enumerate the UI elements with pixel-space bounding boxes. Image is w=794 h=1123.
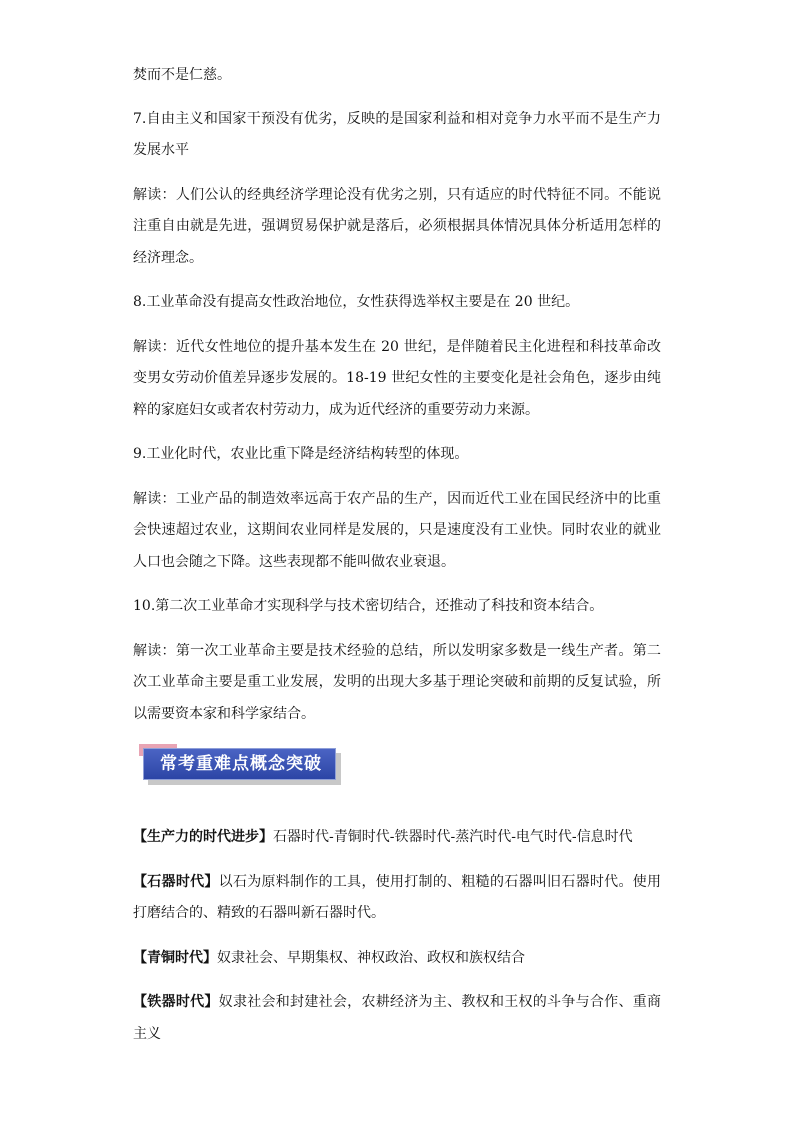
concept-productivity (133, 822, 661, 854)
concept-text: 以石为原料制作的工具，使用打制的、粗糙的石器叫旧石器时代。使用打磨结合的、精致的石器叫新石器时代。 (133, 873, 662, 921)
point-9-explanation: 解读：工业产品的制造效率远高于农产品的生产，因而近代工业在国民经济中的比重会快速超过农业，这期间农业同样是发展的，只是速度没有工业快。同时农业的就业人口也会随之下降。这些表现都不能叫做农业衰退。 (133, 490, 661, 570)
section-banner-title: 常考重难点概念突破 (143, 748, 336, 780)
point-7-heading: 7.自由主义和国家干预没有优劣，反映的是国家利益和相对竞争力水平而不是生产力发展水平 (133, 110, 661, 158)
concept-iron-age (133, 987, 661, 1050)
point-10-heading: 10.第二次工业革命才实现科学与技术密切结合，还推动了科技和资本结合。 (133, 598, 604, 614)
point-8-explanation: 解读：近代女性地位的提升基本发生在 20 世纪，是伴随着民主化进程和科技革命改变男女劳动价值差异逐步发展的。18-19 世纪女性的主要变化是社会角色，逐步由纯粹的家庭妇女或者农村劳动力，成为近代经济的重要劳动力来源。 (133, 338, 661, 418)
paragraph-continuation: 焚而不是仁慈。 (133, 67, 231, 83)
concept-term: 【生产力的时代进步】 (133, 829, 273, 845)
point-9-heading: 9.工业化时代，农业比重下降是经济结构转型的体现。 (133, 446, 469, 462)
concept-term: 【石器时代】 (133, 873, 219, 890)
concept-text: 奴隶社会、早期集权、神权政治、政权和族权结合 (217, 949, 525, 966)
section-banner (143, 748, 661, 792)
concept-term: 【青铜时代】 (133, 949, 217, 966)
point-10-explanation: 解读：第一次工业革命主要是技术经验的总结，所以发明家多数是一线生产者。第二次工业革命主要是重工业发展，发明的出现大多基于理论突破和前期的反复试验，所以需要资本家和科学家结合。 (133, 642, 661, 722)
concept-term: 【铁器时代】 (133, 994, 219, 1010)
concept-stone-age (133, 867, 661, 930)
concept-bronze-age (133, 943, 661, 975)
concept-text: 奴隶社会和封建社会，农耕经济为主、教权和王权的斗争与合作、重商主义 (133, 994, 662, 1042)
point-7-explanation: 解读：人们公认的经典经济学理论没有优劣之别，只有适应的时代特征不同。不能说注重自由就是先进，强调贸易保护就是落后，必须根据具体情况具体分析适用怎样的经济理念。 (133, 186, 661, 266)
concept-text: 石器时代-青铜时代-铁器时代-蒸汽时代-电气时代-信息时代 (273, 829, 633, 845)
document-body (133, 60, 661, 1063)
point-8-heading: 8.工业革命没有提高女性政治地位，女性获得选举权主要是在 20 世纪。 (133, 294, 580, 310)
